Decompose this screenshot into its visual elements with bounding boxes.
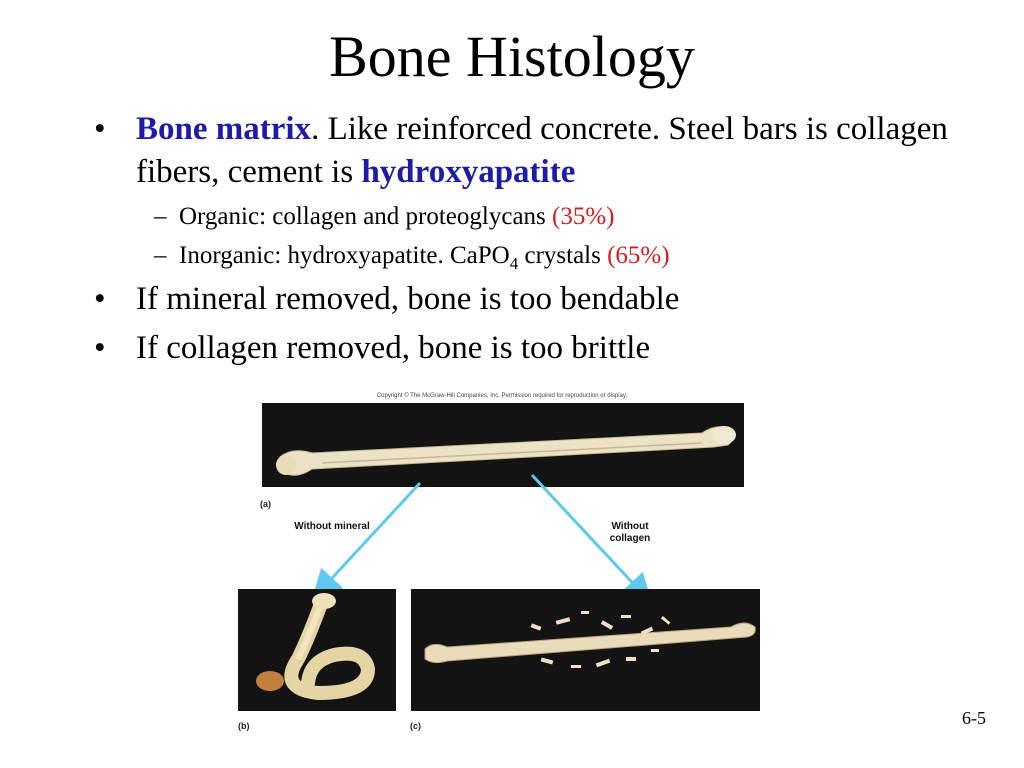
bullet-list <box>94 108 974 376</box>
mineral-removed-text: If mineral removed, bone is too bendable <box>136 281 680 317</box>
photo-brittle-bone <box>411 589 760 711</box>
organic-text: Organic: collagen and proteoglycans <box>179 203 553 230</box>
subscript-4: 4 <box>509 254 519 273</box>
slide-title: Bone Histology <box>329 24 695 89</box>
inorganic-text-2: crystals <box>518 242 608 269</box>
label-without-collagen: Without collagen <box>609 521 651 544</box>
bullet-bone-matrix <box>94 108 974 194</box>
label-c: (c) <box>410 721 421 731</box>
inorganic-text: Inorganic: hydroxyapatite. CaPO <box>179 242 510 269</box>
organic-percent: (35%) <box>552 203 615 230</box>
copyright-notice: Copyright © The McGraw-Hill Companies, Inc. Permission required for reproduction or display. <box>376 393 628 399</box>
brittle-bone-image <box>411 589 760 711</box>
bent-bone-image <box>238 589 396 711</box>
subbullet-organic <box>94 200 974 233</box>
bone-figure <box>232 393 760 745</box>
term-bone-matrix: Bone matrix <box>136 111 312 147</box>
dash-marker: – <box>154 203 167 230</box>
label-without-mineral: Without mineral <box>294 521 370 532</box>
photo-bent-bone <box>238 589 396 711</box>
slide-number: 6-5 <box>962 708 986 728</box>
arrow-left <box>322 483 420 589</box>
bullet-mineral-removed <box>94 278 974 321</box>
bullet-collagen-removed <box>94 327 974 370</box>
label-b: (b) <box>238 721 250 731</box>
arrows <box>232 393 760 603</box>
bone-matrix-text: . Like reinforced concrete. Steel bars is collagen fibers, cement is <box>136 111 948 190</box>
dash-marker: – <box>154 242 167 269</box>
collagen-removed-text: If collagen removed, bone is too brittle <box>136 330 651 366</box>
bullet-marker: • <box>94 111 106 147</box>
inorganic-percent: (65%) <box>607 242 670 269</box>
bullet-marker: • <box>94 330 106 366</box>
subbullet-inorganic <box>94 239 974 272</box>
term-hydroxyapatite: hydroxyapatite <box>361 154 576 190</box>
label-a: (a) <box>260 499 271 509</box>
bullet-marker: • <box>94 281 106 317</box>
